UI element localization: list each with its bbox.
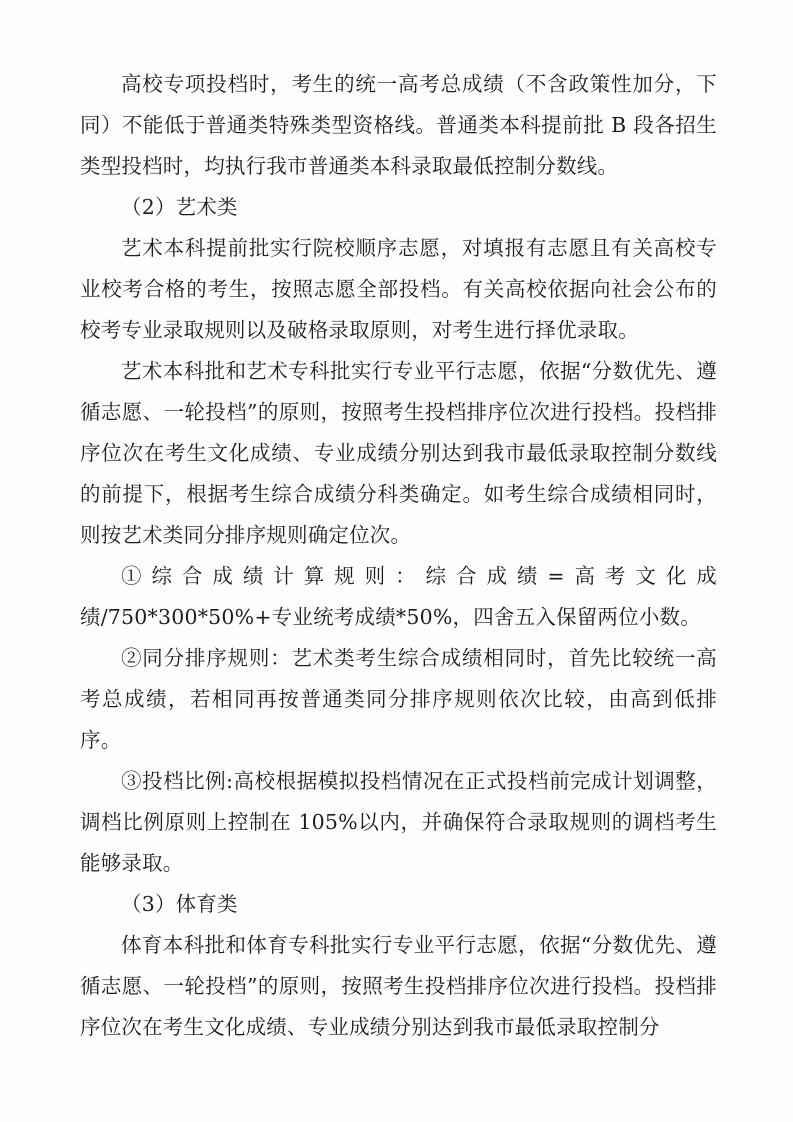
paragraph: 艺术本科批和艺术专科批实行专业平行志愿，依据“分数优先、遵循志愿、一轮投档”的原则，按照考生投档排序位次进行投档。投档排序位次在考生文化成绩、专业成绩分别达到我市最低录取控制分数线的前提下，根据考生综合成绩分科类确定。如考生综合成绩相同时，则按艺术类同分排序规则确定位次。 [80, 359, 717, 547]
paragraph: 体育本科批和体育专科批实行专业平行志愿，依据“分数优先、遵循志愿、一轮投档”的原则，按照考生投档排序位次进行投档。投档排序位次在考生文化成绩、专业成绩分别达到我市最低录取控制分 [80, 933, 717, 1039]
section-heading-art: （2）艺术类 [121, 195, 238, 219]
paragraph: 高校专项投档时，考生的统一高考总成绩（不含政策性加分，下同）不能低于普通类特殊类型资格线。普通类本科提前批 B 段各招生类型投档时，均执行我市普通类本科录取最低控制分数线。 [80, 72, 717, 178]
paragraph-rule-ratio: ③投档比例:高校根据模拟投档情况在正式投档前完成计划调整，调档比例原则上控制在 105%以内，并确保符合录取规则的调档考生能够录取。 [80, 769, 717, 875]
paragraph-rule-composite-score: ①综合成绩计算规则：综合成绩=高考文化成绩/750*300*50%+专业统考成绩*50%，四舍五入保留两位小数。 [80, 564, 717, 629]
paragraph: 艺术本科提前批实行院校顺序志愿，对填报有志愿且有关高校专业校考合格的考生，按照志愿全部投档。有关高校依据向社会公布的校考专业录取规则以及破格录取原则，对考生进行择优录取。 [80, 236, 717, 342]
paragraph-rule-tiebreak: ②同分排序规则：艺术类考生综合成绩相同时，首先比较统一高考总成绩，若相同再按普通类同分排序规则依次比较，由高到低排序。 [80, 646, 717, 752]
section-heading-sports: （3）体育类 [121, 892, 238, 916]
document-body [80, 64, 717, 1048]
